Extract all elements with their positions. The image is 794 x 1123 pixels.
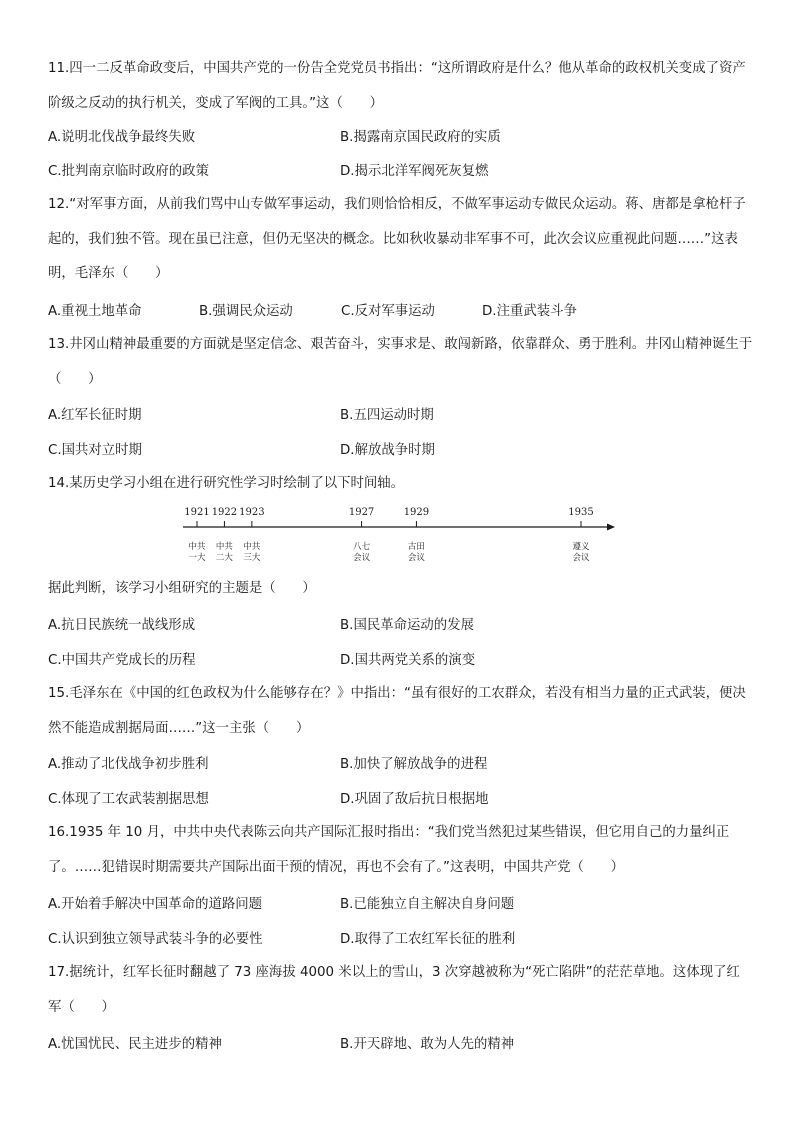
timeline-figure (175, 502, 615, 572)
question-11-options-2 (48, 160, 753, 180)
timeline-event-label: 二大 (215, 553, 233, 563)
timeline-event-label: 会议 (407, 553, 425, 563)
option-d[interactable]: D.解放战争时期 (340, 443, 435, 458)
timeline-event-label: 中共 (243, 542, 261, 552)
option-b[interactable]: B.加快了解放战争的进程 (340, 757, 488, 772)
option-b[interactable]: B.已能独立自主解决自身问题 (340, 897, 515, 912)
question-16-options (48, 893, 753, 913)
timeline-arrow-icon (607, 524, 615, 531)
timeline-event-label: 遵义 (572, 542, 590, 552)
option-b[interactable]: B.强调民众运动 (199, 304, 293, 319)
option-a[interactable]: A.忧国忧民、民主进步的精神 (48, 1037, 222, 1052)
option-d[interactable]: D.取得了工农红军长征的胜利 (340, 932, 516, 947)
option-b[interactable]: B.开天辟地、敢为人先的精神 (340, 1037, 515, 1052)
question-15-stem: 15.毛泽东在《中国的红色政权为什么能够存在？》中指出：“虽有很好的工农群众，若没有相当力量的正式武装，便决然不能造成割据局面……”这一主张（ ） (48, 686, 746, 736)
question-14-stem: 14.某历史学习小组在进行研究性学习时绘制了以下时间轴。 (48, 476, 405, 491)
question-13-options-2 (48, 439, 753, 459)
question-16-options-2 (48, 928, 753, 948)
timeline-event-label: 会议 (572, 553, 590, 563)
option-a[interactable]: A.抗日民族统一战线形成 (48, 618, 196, 633)
option-d[interactable]: D.揭示北洋军阀死灰复燃 (340, 164, 489, 179)
option-a[interactable]: A.说明北伐战争最终失败 (48, 130, 196, 145)
question-17-stem: 17.据统计，红军长征时翻越了 73 座海拔 4000 米以上的雪山，3 次穿越被称为“死亡陷阱”的茫茫草地。这体现了红军（ ） (48, 965, 740, 1015)
option-a[interactable]: A.重视土地革命 (48, 304, 142, 319)
question-11-options (48, 126, 753, 146)
timeline-event-label: 三大 (243, 553, 261, 563)
timeline-year-1921: 1921 (184, 507, 210, 518)
timeline-year-1922: 1922 (211, 507, 238, 518)
option-a[interactable]: A.推动了北伐战争初步胜利 (48, 757, 209, 772)
timeline-event-label: 中共 (188, 542, 206, 552)
option-d[interactable]: D.注重武装斗争 (482, 304, 577, 319)
option-c[interactable]: C.中国共产党成长的历程 (48, 653, 196, 668)
option-b[interactable]: B.国民革命运动的发展 (340, 618, 474, 633)
question-14-options (48, 614, 753, 634)
timeline-event-label: 中共 (215, 542, 233, 552)
timeline-year-1935: 1935 (568, 507, 594, 518)
timeline-event-label: 会议 (353, 553, 371, 563)
option-c[interactable]: C.国共对立时期 (48, 443, 142, 458)
timeline-event-label: 古田 (407, 542, 425, 552)
question-15-options (48, 753, 753, 773)
timeline-event-label: 八七 (353, 542, 371, 552)
option-a[interactable]: A.红军长征时期 (48, 408, 142, 423)
option-b[interactable]: B.揭露南京国民政府的实质 (340, 130, 501, 145)
option-d[interactable]: D.巩固了敌后抗日根据地 (340, 792, 489, 807)
question-14-options-2 (48, 649, 753, 669)
question-17-options (48, 1033, 753, 1053)
option-c[interactable]: C.批判南京临时政府的政策 (48, 164, 209, 179)
option-d[interactable]: D.国共两党关系的演变 (340, 653, 476, 668)
question-13-stem: 13.井冈山精神最重要的方面就是坚定信念、艰苦奋斗，实事求是、敢闯新路，依靠群众、勇于胜利。井冈山精神诞生于（ ） (48, 337, 753, 387)
question-11-stem: 11.四一二反革命政变后，中国共产党的一份告全党党员书指出：“这所谓政府是什么？他从革命的政权机关变成了资产阶级之反动的执行机关，变成了军阀的工具。”这（ ） (48, 61, 746, 111)
option-b[interactable]: B.五四运动时期 (340, 408, 434, 423)
option-c[interactable]: C.反对军事运动 (341, 304, 435, 319)
timeline-svg (175, 502, 615, 572)
question-14-prompt: 据此判断，该学习小组研究的主题是（ ） (48, 581, 316, 596)
timeline-year-1927: 1927 (348, 507, 375, 518)
question-13-options (48, 404, 753, 424)
option-a[interactable]: A.开始着手解决中国革命的道路问题 (48, 897, 263, 912)
timeline-year-1923: 1923 (239, 507, 265, 518)
option-c[interactable]: C.体现了工农武装割据思想 (48, 792, 209, 807)
question-16-stem: 16.1935 年 10 月，中共中央代表陈云向共产国际汇报时指出：“我们党当然犯过某些错误，但它用自己的力量纠正了。……犯错误时期需要共产国际出面干预的情况，再也不会有了。”这表明，中国共产党（ ） (48, 825, 730, 875)
timeline-year-1929: 1929 (403, 507, 430, 518)
question-12-stem: 12.“对军事方面，从前我们骂中山专做军事运动，我们则恰恰相反，不做军事运动专做民众运动。蒋、唐都是拿枪杆子起的，我们独不管。现在虽已注意，但仍无坚决的概念。比如秋收暴动非军事不可，此次会议应重视此问题……”这表明，毛泽东（ ） (48, 197, 746, 282)
question-15-options-2 (48, 788, 753, 808)
question-12-options (48, 300, 753, 320)
option-c[interactable]: C.认识到独立领导武装斗争的必要性 (48, 932, 263, 947)
timeline-event-label: 一大 (188, 553, 206, 563)
